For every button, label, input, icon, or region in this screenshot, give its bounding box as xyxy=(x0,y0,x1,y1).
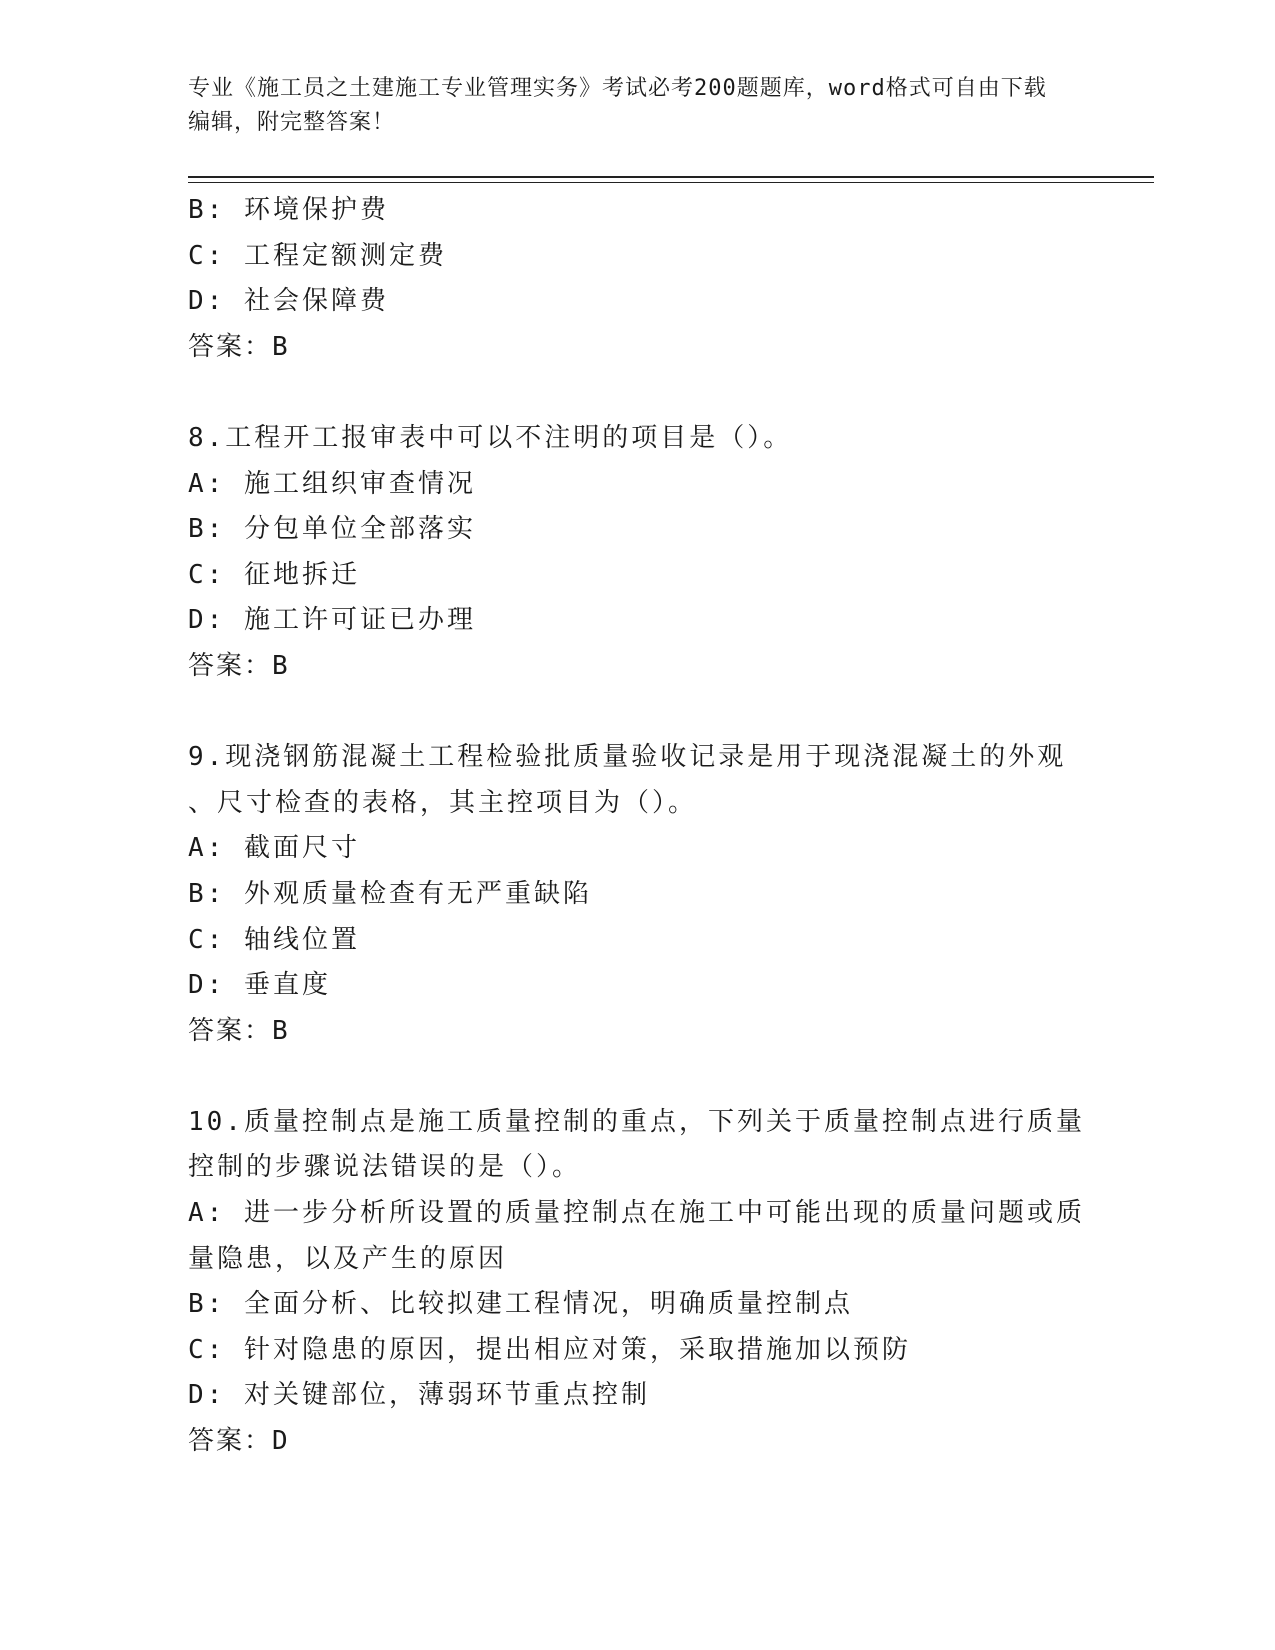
document-header: 专业《施工员之土建施工专业管理实务》考试必考200题题库，word格式可自由下载编辑，附完整答案！ xyxy=(188,76,1047,135)
option-c: C: 工程定额测定费 xyxy=(188,240,447,271)
answer-line: 答案：D xyxy=(188,1426,290,1457)
option-d: D: 垂直度 xyxy=(188,970,331,1001)
header-divider-thick xyxy=(188,176,1154,178)
option-b: B: 外观质量检查有无严重缺陷 xyxy=(188,878,592,909)
question-block-10 xyxy=(188,1100,1088,1465)
question-stem-line-2: 、尺寸检查的表格，其主控项目为（）。 xyxy=(188,787,698,818)
option-d: D: 施工许可证已办理 xyxy=(188,605,476,636)
option-a-line-1: A: 进一步分析所设置的质量控制点在施工中可能出现的质量问题或质 xyxy=(188,1198,1085,1229)
option-b: B: 环境保护费 xyxy=(188,195,389,225)
option-a-line-2: 量隐患，以及产生的原因 xyxy=(188,1243,508,1274)
option-c: C: 轴线位置 xyxy=(188,924,360,955)
question-stem-line-1: 10.质量控制点是施工质量控制的重点，下列关于质量控制点进行质量 xyxy=(188,1106,1085,1137)
option-d: D: 社会保障费 xyxy=(188,286,389,317)
question-spacer xyxy=(188,370,1088,416)
option-c: C: 征地拆迁 xyxy=(188,559,360,590)
option-b: B: 分包单位全部落实 xyxy=(188,514,476,545)
question-stem-line-2: 控制的步骤说法错误的是（）。 xyxy=(188,1152,582,1183)
question-stem-line-1: 9.现浇钢筋混凝土工程检验批质量验收记录是用于现浇混凝土的外观 xyxy=(188,742,1067,773)
answer-line: 答案：B xyxy=(188,331,290,362)
question-block-9 xyxy=(188,735,1088,1054)
option-d: D: 对关键部位，薄弱环节重点控制 xyxy=(188,1380,650,1411)
question-spacer xyxy=(188,1054,1088,1100)
option-a: A: 截面尺寸 xyxy=(188,833,360,864)
question-block-8 xyxy=(188,416,1088,690)
option-a: A: 施工组织审查情况 xyxy=(188,468,476,499)
option-b: B: 全面分析、比较拟建工程情况，明确质量控制点 xyxy=(188,1289,853,1320)
question-spacer xyxy=(188,690,1088,736)
header-divider-thin xyxy=(188,182,1154,183)
answer-line: 答案：B xyxy=(188,650,290,681)
question-stem: 8.工程开工报审表中可以不注明的项目是（）。 xyxy=(188,422,793,453)
document-body xyxy=(188,188,1088,1465)
option-c: C: 针对隐患的原因，提出相应对策，采取措施加以预防 xyxy=(188,1334,911,1365)
question-block-prev xyxy=(188,188,1088,370)
answer-line: 答案：B xyxy=(188,1015,290,1046)
